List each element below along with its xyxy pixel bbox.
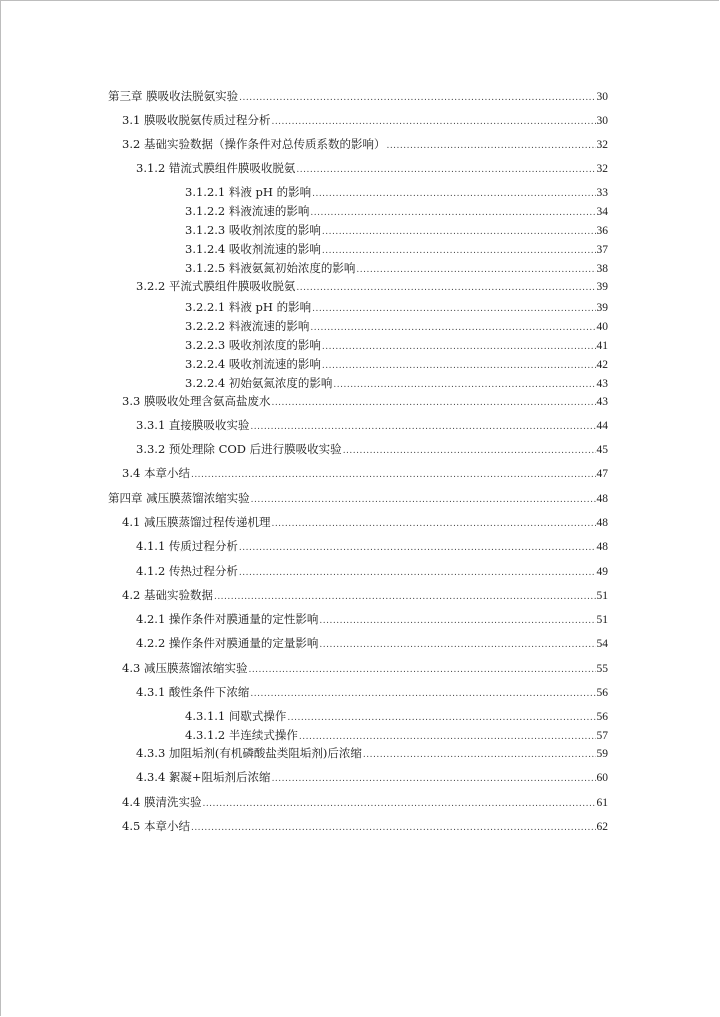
toc-entry-title: 3.1.2.2 料液流速的影响 xyxy=(185,204,310,218)
toc-entry-chapter-3[interactable] xyxy=(108,89,608,105)
toc-entry-page: 56 xyxy=(596,711,608,723)
toc-entry-title: 3.1.2.4 吸收剂流速的影响 xyxy=(185,242,321,256)
toc-entry[interactable] xyxy=(185,728,608,744)
toc-entry[interactable] xyxy=(185,185,608,201)
toc-entry[interactable] xyxy=(185,376,608,392)
toc-entry-title: 第三章 膜吸收法脱氨实验 xyxy=(108,89,239,103)
toc-entry-page: 34 xyxy=(596,206,608,218)
toc-entry-page: 42 xyxy=(596,359,608,371)
toc-dot-leader xyxy=(363,748,596,762)
toc-entry[interactable] xyxy=(122,819,608,835)
toc-dot-leader xyxy=(322,340,596,354)
toc-entry-page: 43 xyxy=(596,396,608,408)
toc-dot-leader xyxy=(356,263,595,277)
toc-entry-title: 4.1.1 传质过程分析 xyxy=(136,539,238,553)
toc-entry[interactable] xyxy=(185,204,608,220)
toc-entry-page: 38 xyxy=(596,263,608,275)
toc-entry-page: 48 xyxy=(596,493,608,505)
toc-entry-title: 3.3.2 预处理除 COD 后进行膜吸收实验 xyxy=(136,442,342,456)
toc-dot-leader xyxy=(287,711,595,725)
toc-entry-page: 48 xyxy=(596,517,608,529)
toc-entry-title: 3.1.2 错流式膜组件膜吸收脱氨 xyxy=(136,161,296,175)
toc-entry-page: 51 xyxy=(596,590,608,602)
toc-entry-page: 37 xyxy=(596,244,608,256)
toc-entry-title: 4.3.3 加阻垢剂(有机磷酸盐类阻垢剂)后浓缩 xyxy=(136,746,362,760)
toc-entry-page: 39 xyxy=(596,281,608,293)
toc-entry[interactable] xyxy=(122,113,608,129)
toc-entry[interactable] xyxy=(185,261,608,277)
toc-dot-leader xyxy=(271,517,595,531)
toc-dot-leader xyxy=(271,115,595,129)
toc-entry[interactable] xyxy=(136,564,608,580)
toc-entry-title: 3.2.2.1 料液 pH 的影响 xyxy=(185,300,312,314)
toc-entry-title: 4.3.4 絮凝+阻垢剂后浓缩 xyxy=(136,770,271,784)
toc-entry-title: 3.1 膜吸收脱氨传质过程分析 xyxy=(122,113,271,127)
toc-entry-title: 3.1.2.3 吸收剂浓度的影响 xyxy=(185,223,321,237)
toc-entry[interactable] xyxy=(136,612,608,628)
toc-dot-leader xyxy=(319,614,595,628)
toc-entry[interactable] xyxy=(136,279,608,295)
toc-entry-title: 3.2.2.4 吸收剂流速的影响 xyxy=(185,357,321,371)
toc-entry-title: 4.3 减压膜蒸馏浓缩实验 xyxy=(122,661,248,675)
toc-entry-page: 51 xyxy=(596,614,608,626)
toc-entry-title: 3.4 本章小结 xyxy=(122,466,190,480)
toc-dot-leader xyxy=(251,493,596,507)
toc-entry-title: 4.3.1.2 半连续式操作 xyxy=(185,728,298,742)
toc-entry-page: 61 xyxy=(596,797,608,809)
toc-entry-title: 3.1.2.5 料液氨氮初始浓度的影响 xyxy=(185,261,356,275)
toc-dot-leader xyxy=(202,797,595,811)
toc-entry-page: 59 xyxy=(596,748,608,760)
toc-entry-page: 30 xyxy=(596,115,608,127)
toc-entry-page: 40 xyxy=(596,321,608,333)
toc-dot-leader xyxy=(343,444,596,458)
toc-entry-title: 4.2.2 操作条件对膜通量的定量影响 xyxy=(136,636,319,650)
toc-entry-page: 33 xyxy=(596,187,608,199)
toc-entry-page: 47 xyxy=(596,468,608,480)
toc-dot-leader xyxy=(250,420,595,434)
toc-entry-page: 48 xyxy=(596,541,608,553)
toc-dot-leader xyxy=(319,638,595,652)
toc-entry-page: 62 xyxy=(596,821,608,833)
toc-entry[interactable] xyxy=(122,137,608,153)
toc-entry-page: 36 xyxy=(596,225,608,237)
toc-entry[interactable] xyxy=(185,338,608,354)
toc-dot-leader xyxy=(312,187,595,201)
toc-entry-title: 4.2 基础实验数据 xyxy=(122,588,213,602)
toc-entry-page: 54 xyxy=(596,638,608,650)
toc-entry[interactable] xyxy=(185,319,608,335)
toc-entry[interactable] xyxy=(136,770,608,786)
toc-entry[interactable] xyxy=(122,466,608,482)
toc-dot-leader xyxy=(191,468,596,482)
toc-dot-leader xyxy=(386,139,595,153)
toc-entry-title: 3.2.2.4 初始氨氮浓度的影响 xyxy=(185,376,333,390)
toc-dot-leader xyxy=(296,281,595,295)
toc-dot-leader xyxy=(322,225,596,239)
toc-entry[interactable] xyxy=(122,795,608,811)
toc-entry[interactable] xyxy=(185,357,608,373)
toc-entry[interactable] xyxy=(122,515,608,531)
toc-entry-page: 45 xyxy=(596,444,608,456)
toc-entry-title: 4.4 膜清洗实验 xyxy=(122,795,202,809)
toc-entry-page: 49 xyxy=(596,566,608,578)
toc-entry-title: 3.1.2.1 料液 pH 的影响 xyxy=(185,185,312,199)
toc-entry[interactable] xyxy=(185,242,608,258)
toc-entry[interactable] xyxy=(136,539,608,555)
toc-entry[interactable] xyxy=(136,161,608,177)
toc-entry-title: 4.1.2 传热过程分析 xyxy=(136,564,238,578)
toc-dot-leader xyxy=(272,772,596,786)
toc-entry-page: 56 xyxy=(596,687,608,699)
toc-dot-leader xyxy=(239,91,595,105)
toc-entry-page: 55 xyxy=(596,663,608,675)
toc-entry-title: 4.3.1 酸性条件下浓缩 xyxy=(136,685,250,699)
toc-entry[interactable] xyxy=(136,685,608,701)
toc-entry-title: 3.2.2.2 料液流速的影响 xyxy=(185,319,310,333)
toc-entry[interactable] xyxy=(185,223,608,239)
toc-dot-leader xyxy=(322,244,596,258)
toc-entry-title: 4.1 减压膜蒸馏过程传递机理 xyxy=(122,515,271,529)
toc-entry-title: 第四章 减压膜蒸馏浓缩实验 xyxy=(108,491,250,505)
toc-entry-page: 39 xyxy=(596,302,608,314)
toc-entry[interactable] xyxy=(122,588,608,604)
toc-entry-title: 3.3.1 直接膜吸收实验 xyxy=(136,418,250,432)
toc-entry-title: 3.2.2.3 吸收剂浓度的影响 xyxy=(185,338,321,352)
toc-entry-page: 44 xyxy=(596,420,608,432)
toc-entry[interactable] xyxy=(122,394,608,410)
toc-entry-chapter-4[interactable] xyxy=(108,491,608,507)
toc-entry-page: 32 xyxy=(596,163,608,175)
toc-entry[interactable] xyxy=(185,709,608,725)
toc-dot-leader xyxy=(322,359,596,373)
toc-entry-title: 3.2.2 平流式膜组件膜吸收脱氨 xyxy=(136,279,296,293)
toc-entry[interactable] xyxy=(122,661,608,677)
toc-entry-page: 30 xyxy=(596,91,608,103)
toc-entry-title: 3.3 膜吸收处理含氨高盐废水 xyxy=(122,394,271,408)
toc-dot-leader xyxy=(239,566,596,580)
toc-entry-page: 57 xyxy=(596,730,608,742)
toc-entry-page: 60 xyxy=(596,772,608,784)
toc-dot-leader xyxy=(248,663,595,677)
toc-dot-leader xyxy=(191,821,596,835)
toc-entry-title: 3.2 基础实验数据（操作条件对总传质系数的影响） xyxy=(122,137,386,151)
toc-dot-leader xyxy=(333,378,595,392)
toc-dot-leader xyxy=(239,541,596,555)
toc-dot-leader xyxy=(271,396,595,410)
toc-entry-title: 4.5 本章小结 xyxy=(122,819,190,833)
toc-dot-leader xyxy=(296,163,595,177)
toc-dot-leader xyxy=(312,302,595,316)
toc-entry-page: 41 xyxy=(596,340,608,352)
toc-dot-leader xyxy=(250,687,595,701)
toc-dot-leader xyxy=(310,321,595,335)
toc-entry[interactable] xyxy=(136,442,608,458)
toc-entry[interactable] xyxy=(136,746,608,762)
toc-dot-leader xyxy=(310,206,595,220)
toc-entry-title: 4.3.1.1 间歇式操作 xyxy=(185,709,287,723)
toc-dot-leader xyxy=(299,730,596,744)
toc-entry[interactable] xyxy=(185,300,608,316)
toc-entry-title: 4.2.1 操作条件对膜通量的定性影响 xyxy=(136,612,319,626)
toc-entry-page: 43 xyxy=(596,378,608,390)
toc-dot-leader xyxy=(214,590,596,604)
toc-entry[interactable] xyxy=(136,418,608,434)
toc-entry[interactable] xyxy=(136,636,608,652)
toc-entry-page: 32 xyxy=(596,139,608,151)
